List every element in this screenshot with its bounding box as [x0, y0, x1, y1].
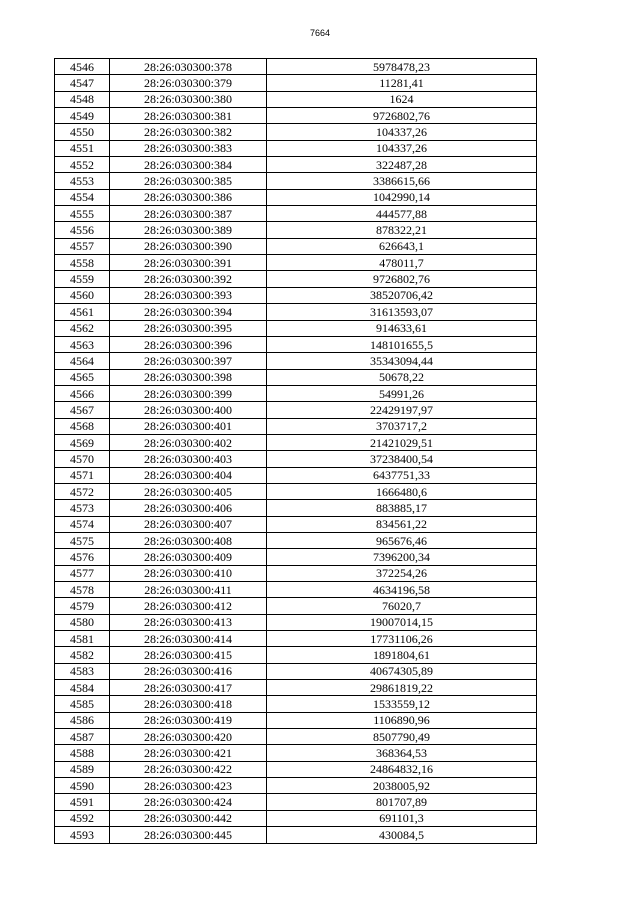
- table-row: [55, 222, 537, 238]
- cadastral-number-cell: 28:26:030300:386: [110, 189, 267, 205]
- cadastral-value-cell: 54991,26: [267, 385, 537, 401]
- row-number-cell: 4566: [55, 385, 110, 401]
- cadastral-number-cell: 28:26:030300:378: [110, 59, 267, 75]
- cadastral-number-cell: 28:26:030300:403: [110, 451, 267, 467]
- table-row: [55, 745, 537, 761]
- row-number-cell: 4553: [55, 173, 110, 189]
- row-number-cell: 4568: [55, 418, 110, 434]
- cadastral-number-cell: 28:26:030300:392: [110, 271, 267, 287]
- cadastral-number-cell: 28:26:030300:381: [110, 108, 267, 124]
- cadastral-value-cell: 8507790,49: [267, 729, 537, 745]
- row-number-cell: 4567: [55, 402, 110, 418]
- row-number-cell: 4571: [55, 467, 110, 483]
- table-row: [55, 336, 537, 352]
- row-number-cell: 4582: [55, 647, 110, 663]
- table-row: [55, 582, 537, 598]
- row-number-cell: 4555: [55, 206, 110, 222]
- table-row: [55, 304, 537, 320]
- table-row: [55, 402, 537, 418]
- cadastral-value-cell: 368364,53: [267, 745, 537, 761]
- cadastral-value-cell: 965676,46: [267, 532, 537, 548]
- cadastral-value-cell: 5978478,23: [267, 59, 537, 75]
- cadastral-value-cell: 37238400,54: [267, 451, 537, 467]
- row-number-cell: 4561: [55, 304, 110, 320]
- cadastral-value-cell: 691101,3: [267, 810, 537, 826]
- cadastral-value-cell: 21421029,51: [267, 434, 537, 450]
- table-row: [55, 810, 537, 826]
- cadastral-number-cell: 28:26:030300:410: [110, 565, 267, 581]
- row-number-cell: 4589: [55, 761, 110, 777]
- row-number-cell: 4575: [55, 532, 110, 548]
- table-row: [55, 353, 537, 369]
- row-number-cell: 4574: [55, 516, 110, 532]
- cadastral-value-cell: 1891804,61: [267, 647, 537, 663]
- row-number-cell: 4583: [55, 663, 110, 679]
- row-number-cell: 4588: [55, 745, 110, 761]
- cadastral-number-cell: 28:26:030300:407: [110, 516, 267, 532]
- cadastral-value-cell: 801707,89: [267, 794, 537, 810]
- row-number-cell: 4552: [55, 157, 110, 173]
- cadastral-number-cell: 28:26:030300:382: [110, 124, 267, 140]
- table-row: [55, 91, 537, 107]
- table-row: [55, 761, 537, 777]
- table-row: [55, 287, 537, 303]
- cadastral-number-cell: 28:26:030300:412: [110, 598, 267, 614]
- table-row: [55, 500, 537, 516]
- cadastral-number-cell: 28:26:030300:398: [110, 369, 267, 385]
- table-row: [55, 516, 537, 532]
- table-row: [55, 663, 537, 679]
- row-number-cell: 4551: [55, 140, 110, 156]
- cadastral-value-cell: 834561,22: [267, 516, 537, 532]
- cadastral-number-cell: 28:26:030300:401: [110, 418, 267, 434]
- row-number-cell: 4579: [55, 598, 110, 614]
- row-number-cell: 4549: [55, 108, 110, 124]
- cadastral-number-cell: 28:26:030300:418: [110, 696, 267, 712]
- table-row: [55, 59, 537, 75]
- table-row: [55, 255, 537, 271]
- cadastral-value-cell: 31613593,07: [267, 304, 537, 320]
- row-number-cell: 4577: [55, 565, 110, 581]
- cadastral-value-cell: 38520706,42: [267, 287, 537, 303]
- row-number-cell: 4547: [55, 75, 110, 91]
- table-row: [55, 451, 537, 467]
- cadastral-number-cell: 28:26:030300:396: [110, 336, 267, 352]
- row-number-cell: 4587: [55, 729, 110, 745]
- cadastral-number-cell: 28:26:030300:397: [110, 353, 267, 369]
- cadastral-value-cell: 24864832,16: [267, 761, 537, 777]
- row-number-cell: 4558: [55, 255, 110, 271]
- cadastral-value-cell: 883885,17: [267, 500, 537, 516]
- cadastral-number-cell: 28:26:030300:445: [110, 827, 267, 843]
- row-number-cell: 4591: [55, 794, 110, 810]
- cadastral-number-cell: 28:26:030300:385: [110, 173, 267, 189]
- cadastral-number-cell: 28:26:030300:414: [110, 631, 267, 647]
- cadastral-number-cell: 28:26:030300:411: [110, 582, 267, 598]
- cadastral-number-cell: 28:26:030300:405: [110, 483, 267, 499]
- table-row: [55, 680, 537, 696]
- cadastral-number-cell: 28:26:030300:406: [110, 500, 267, 516]
- row-number-cell: 4563: [55, 336, 110, 352]
- cadastral-number-cell: 28:26:030300:394: [110, 304, 267, 320]
- cadastral-value-cell: 29861819,22: [267, 680, 537, 696]
- cadastral-value-cell: 3703717,2: [267, 418, 537, 434]
- table-row: [55, 827, 537, 843]
- table-row: [55, 614, 537, 630]
- table-row: [55, 320, 537, 336]
- cadastral-value-cell: 50678,22: [267, 369, 537, 385]
- table-row: [55, 418, 537, 434]
- cadastral-number-cell: 28:26:030300:422: [110, 761, 267, 777]
- row-number-cell: 4572: [55, 483, 110, 499]
- table-row: [55, 532, 537, 548]
- cadastral-number-cell: 28:26:030300:421: [110, 745, 267, 761]
- table-row: [55, 108, 537, 124]
- row-number-cell: 4593: [55, 827, 110, 843]
- cadastral-number-cell: 28:26:030300:416: [110, 663, 267, 679]
- row-number-cell: 4592: [55, 810, 110, 826]
- cadastral-value-cell: 626643,1: [267, 238, 537, 254]
- row-number-cell: 4560: [55, 287, 110, 303]
- cadastral-number-cell: 28:26:030300:393: [110, 287, 267, 303]
- table-row: [55, 696, 537, 712]
- table-row: [55, 483, 537, 499]
- cadastral-value-cell: 444577,88: [267, 206, 537, 222]
- row-number-cell: 4585: [55, 696, 110, 712]
- row-number-cell: 4565: [55, 369, 110, 385]
- cadastral-value-cell: 878322,21: [267, 222, 537, 238]
- cadastral-number-cell: 28:26:030300:395: [110, 320, 267, 336]
- table-row: [55, 778, 537, 794]
- table-row: [55, 729, 537, 745]
- row-number-cell: 4578: [55, 582, 110, 598]
- table-row: [55, 238, 537, 254]
- cadastral-value-cell: 19007014,15: [267, 614, 537, 630]
- cadastral-value-cell: 478011,7: [267, 255, 537, 271]
- cadastral-value-cell: 1533559,12: [267, 696, 537, 712]
- table-row: [55, 549, 537, 565]
- row-number-cell: 4584: [55, 680, 110, 696]
- cadastral-number-cell: 28:26:030300:390: [110, 238, 267, 254]
- table-row: [55, 189, 537, 205]
- cadastral-number-cell: 28:26:030300:408: [110, 532, 267, 548]
- cadastral-value-cell: 7396200,34: [267, 549, 537, 565]
- table-row: [55, 647, 537, 663]
- cadastral-number-cell: 28:26:030300:402: [110, 434, 267, 450]
- cadastral-value-cell: 2038005,92: [267, 778, 537, 794]
- cadastral-number-cell: 28:26:030300:442: [110, 810, 267, 826]
- table-row: [55, 598, 537, 614]
- cadastral-value-cell: 35343094,44: [267, 353, 537, 369]
- row-number-cell: 4559: [55, 271, 110, 287]
- cadastral-value-cell: 6437751,33: [267, 467, 537, 483]
- row-number-cell: 4590: [55, 778, 110, 794]
- row-number-cell: 4569: [55, 434, 110, 450]
- cadastral-number-cell: 28:26:030300:383: [110, 140, 267, 156]
- cadastral-number-cell: 28:26:030300:424: [110, 794, 267, 810]
- cadastral-value-cell: 1106890,96: [267, 712, 537, 728]
- table-row: [55, 794, 537, 810]
- cadastral-value-cell: 430084,5: [267, 827, 537, 843]
- cadastral-value-cell: 104337,26: [267, 124, 537, 140]
- cadastral-number-cell: 28:26:030300:423: [110, 778, 267, 794]
- cadastral-number-cell: 28:26:030300:420: [110, 729, 267, 745]
- table-row: [55, 75, 537, 91]
- row-number-cell: 4557: [55, 238, 110, 254]
- cadastral-value-cell: 104337,26: [267, 140, 537, 156]
- cadastral-number-cell: 28:26:030300:384: [110, 157, 267, 173]
- table-row: [55, 206, 537, 222]
- cadastral-number-cell: 28:26:030300:399: [110, 385, 267, 401]
- table-row: [55, 271, 537, 287]
- row-number-cell: 4556: [55, 222, 110, 238]
- table-row: [55, 565, 537, 581]
- table-row: [55, 631, 537, 647]
- table-row: [55, 712, 537, 728]
- cadastral-number-cell: 28:26:030300:379: [110, 75, 267, 91]
- cadastral-value-cell: 9726802,76: [267, 271, 537, 287]
- table-row: [55, 385, 537, 401]
- cadastral-value-cell: 914633,61: [267, 320, 537, 336]
- cadastral-number-cell: 28:26:030300:413: [110, 614, 267, 630]
- cadastral-value-cell: 1042990,14: [267, 189, 537, 205]
- cadastral-value-table: [54, 58, 537, 844]
- table-row: [55, 467, 537, 483]
- cadastral-value-cell: 1666480,6: [267, 483, 537, 499]
- cadastral-value-cell: 1624: [267, 91, 537, 107]
- cadastral-value-cell: 40674305,89: [267, 663, 537, 679]
- cadastral-number-cell: 28:26:030300:415: [110, 647, 267, 663]
- cadastral-number-cell: 28:26:030300:387: [110, 206, 267, 222]
- row-number-cell: 4554: [55, 189, 110, 205]
- row-number-cell: 4581: [55, 631, 110, 647]
- row-number-cell: 4576: [55, 549, 110, 565]
- cadastral-value-cell: 11281,41: [267, 75, 537, 91]
- row-number-cell: 4550: [55, 124, 110, 140]
- cadastral-value-cell: 4634196,58: [267, 582, 537, 598]
- row-number-cell: 4586: [55, 712, 110, 728]
- cadastral-number-cell: 28:26:030300:391: [110, 255, 267, 271]
- cadastral-number-cell: 28:26:030300:404: [110, 467, 267, 483]
- page-number: 7664: [309, 28, 331, 38]
- cadastral-value-cell: 148101655,5: [267, 336, 537, 352]
- row-number-cell: 4548: [55, 91, 110, 107]
- cadastral-value-cell: 22429197,97: [267, 402, 537, 418]
- cadastral-number-cell: 28:26:030300:409: [110, 549, 267, 565]
- table-row: [55, 157, 537, 173]
- row-number-cell: 4562: [55, 320, 110, 336]
- table-body: [55, 59, 537, 844]
- cadastral-number-cell: 28:26:030300:400: [110, 402, 267, 418]
- cadastral-number-cell: 28:26:030300:419: [110, 712, 267, 728]
- table-row: [55, 173, 537, 189]
- table-row: [55, 124, 537, 140]
- table-row: [55, 369, 537, 385]
- cadastral-value-cell: 17731106,26: [267, 631, 537, 647]
- row-number-cell: 4573: [55, 500, 110, 516]
- cadastral-number-cell: 28:26:030300:380: [110, 91, 267, 107]
- cadastral-value-cell: 76020,7: [267, 598, 537, 614]
- row-number-cell: 4546: [55, 59, 110, 75]
- cadastral-number-cell: 28:26:030300:417: [110, 680, 267, 696]
- table-row: [55, 140, 537, 156]
- cadastral-value-cell: 372254,26: [267, 565, 537, 581]
- row-number-cell: 4580: [55, 614, 110, 630]
- table-row: [55, 434, 537, 450]
- cadastral-value-cell: 3386615,66: [267, 173, 537, 189]
- row-number-cell: 4564: [55, 353, 110, 369]
- cadastral-number-cell: 28:26:030300:389: [110, 222, 267, 238]
- cadastral-value-cell: 9726802,76: [267, 108, 537, 124]
- row-number-cell: 4570: [55, 451, 110, 467]
- cadastral-value-cell: 322487,28: [267, 157, 537, 173]
